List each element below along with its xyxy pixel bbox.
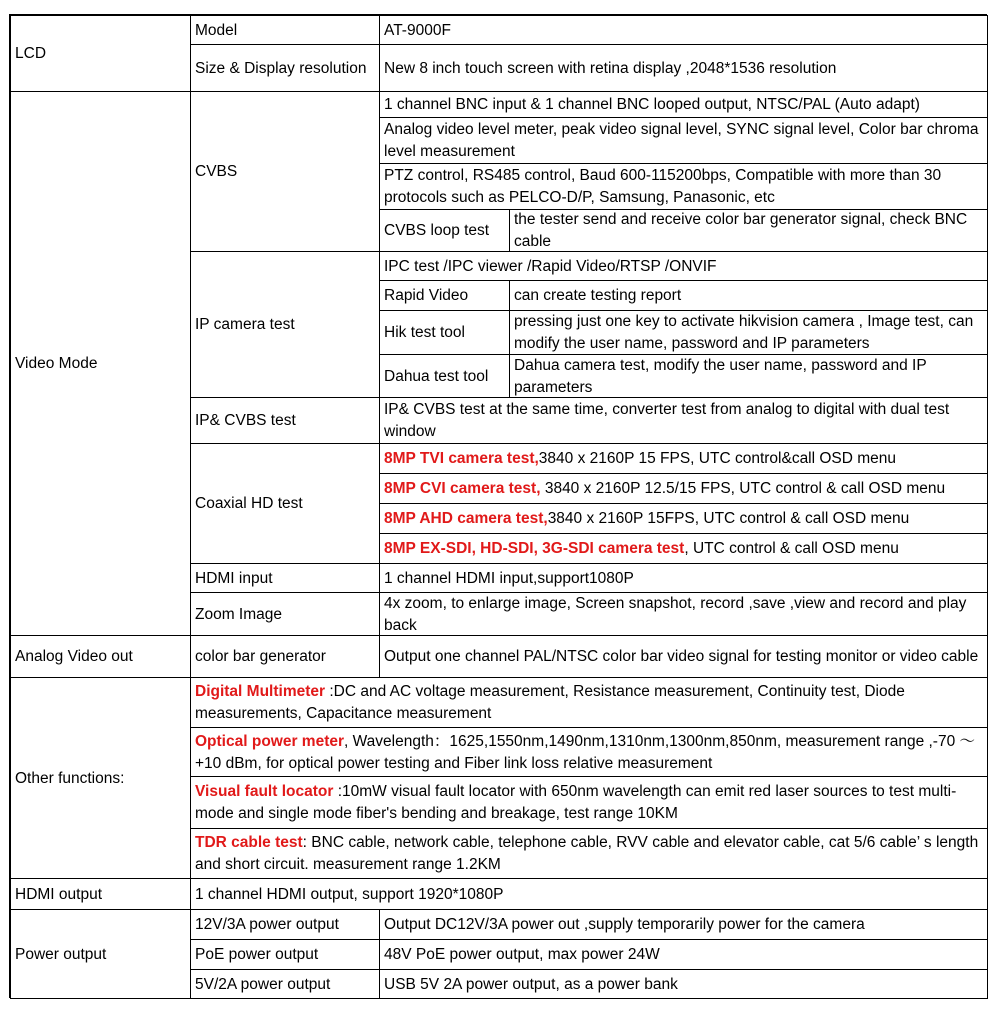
value-text — [195, 681, 983, 725]
label-text: Zoom Image — [195, 605, 283, 623]
value-text: Dahua camera test, modify the user name, password and IP parameters — [514, 356, 927, 396]
color-bar-label — [190, 635, 380, 678]
value-text — [384, 448, 896, 470]
value-text — [195, 781, 983, 825]
value-text — [195, 731, 983, 775]
other-row — [190, 828, 988, 879]
label-text: color bar generator — [195, 648, 326, 665]
section-video-mode — [10, 91, 191, 636]
highlight-text: TDR cable test — [195, 834, 303, 851]
power-row-value — [379, 909, 988, 940]
section-other-functions — [10, 677, 191, 879]
hdmi-input-value — [379, 563, 988, 593]
model-value — [379, 15, 988, 45]
ip-camera-top — [379, 251, 988, 281]
value-text: New 8 inch touch screen with retina display ,2048*1536 resolution — [384, 59, 837, 77]
power-row-label — [190, 939, 380, 970]
dahua-tool-label — [379, 354, 510, 398]
value-text — [384, 478, 945, 500]
power-row-label — [190, 909, 380, 940]
model-label — [190, 15, 380, 45]
label-text: IP camera test — [195, 316, 295, 333]
value-text: Analog video level meter, peak video signal level, SYNC signal level, Color bar chroma level measurement — [384, 121, 979, 160]
power-row-label — [190, 969, 380, 999]
highlight-text: Digital Multimeter — [195, 683, 326, 700]
power-row-value — [379, 969, 988, 999]
spec-table — [9, 14, 987, 998]
detail-text: 3840 x 2160P 15 FPS, UTC control&call OSD menu — [538, 450, 897, 467]
section-analog-video-out — [10, 635, 191, 678]
label-text: CVBS loop test — [384, 222, 490, 239]
ip-cvbs-value — [379, 397, 988, 444]
section-hdmi-output — [10, 878, 191, 910]
label-text: Size & Display resolution — [195, 59, 367, 77]
highlight-text: 8MP TVI camera test, — [384, 450, 539, 467]
label-text: CVBS — [195, 163, 238, 180]
value-text: 1 channel HDMI input,support1080P — [384, 569, 634, 587]
section-label: Other functions: — [15, 769, 125, 787]
highlight-text: 8MP EX-SDI, HD-SDI, 3G-SDI camera test — [384, 540, 685, 557]
value-text: 1 channel HDMI output, support 1920*1080P — [195, 885, 504, 903]
section-lcd — [10, 15, 191, 92]
value-text: pressing just one key to activate hikvision camera , Image test, can modify the user name, password and IP parameters — [514, 313, 974, 352]
label-text: IP& CVBS test — [195, 412, 296, 429]
ip-cvbs-label — [190, 397, 380, 444]
value-text: AT-9000F — [384, 21, 451, 39]
value-text: IPC test /IPC viewer /Rapid Video/RTSP /ONVIF — [384, 257, 717, 275]
cvbs-row — [379, 117, 988, 164]
highlight-text: Visual fault locator — [195, 783, 334, 800]
section-label: Analog Video out — [15, 648, 133, 665]
size-value — [379, 44, 988, 92]
label-text: HDMI input — [195, 569, 273, 587]
value-text: 1 channel BNC input & 1 channel BNC looped output, NTSC/PAL (Auto adapt) — [384, 96, 920, 113]
detail-text: : BNC cable, network cable, telephone cable, RVV cable and elevator cable, cat 5/6 cable’ s length and short circuit. measurement range 1.2KM — [195, 834, 979, 873]
detail-text: :10mW visual fault locator with 650nm wavelength can emit red laser sources to test multi-mode and single mode fiber's bending and breakage, test range 10KM — [195, 783, 957, 822]
section-label: Video Mode — [15, 355, 98, 372]
other-row — [190, 727, 988, 777]
cvbs-loop-label — [379, 209, 510, 252]
zoom-image-value — [379, 592, 988, 636]
label-text: PoE power output — [195, 946, 319, 963]
rapid-video-value — [509, 280, 988, 311]
label-text: Rapid Video — [384, 287, 469, 304]
value-text — [384, 538, 899, 560]
coax-row — [379, 533, 988, 564]
highlight-text: 8MP CVI camera test, — [384, 480, 541, 497]
label-text: Coaxial HD test — [195, 495, 303, 512]
detail-text: 3840 x 2160P 12.5/15 FPS, UTC control & call OSD menu — [540, 480, 946, 497]
value-text: PTZ control, RS485 control, Baud 600-115200bps, Compatible with more than 30 protocols such as PELCO-D/P, Samsung, Panasonic, etc — [384, 167, 942, 206]
dahua-tool-value — [509, 354, 988, 398]
rapid-video-label — [379, 280, 510, 311]
cvbs-loop-value — [509, 209, 988, 252]
value-text: can create testing report — [514, 287, 682, 304]
value-text: IP& CVBS test at the same time, converter test from analog to digital with dual test window — [384, 401, 950, 440]
other-row — [190, 677, 988, 728]
coax-row — [379, 443, 988, 474]
detail-text: 3840 x 2160P 15FPS, UTC control & call OSD menu — [547, 510, 910, 527]
hik-tool-value — [509, 310, 988, 355]
value-text — [195, 832, 983, 876]
section-label: LCD — [15, 45, 47, 62]
coax-row — [379, 473, 988, 504]
coaxial-hd-label — [190, 443, 380, 564]
label-text: 12V/3A power output — [195, 916, 339, 933]
detail-text: , Wavelength：1625,1550nm,1490nm,1310nm,1300nm,850nm, measurement range ,-70 ～ +10 dBm, for optical power testing and Fiber link loss relative measurement — [195, 732, 976, 772]
section-label: HDMI output — [15, 885, 103, 903]
highlight-text: Optical power meter — [195, 732, 345, 750]
value-text: 48V PoE power output, max power 24W — [384, 946, 660, 963]
hdmi-output-value — [190, 878, 988, 910]
size-label — [190, 44, 380, 92]
cvbs-label — [190, 91, 380, 252]
section-label: Power output — [15, 945, 107, 963]
ip-camera-label — [190, 251, 380, 398]
other-row — [190, 776, 988, 829]
value-text: Output DC12V/3A power out ,supply temporarily power for the camera — [384, 916, 865, 933]
label-text: 5V/2A power output — [195, 975, 331, 993]
coax-row — [379, 503, 988, 534]
detail-text: , UTC control & call OSD menu — [684, 540, 899, 557]
cvbs-row — [379, 163, 988, 210]
label-text: Hik test tool — [384, 324, 465, 341]
value-text — [384, 508, 909, 530]
value-text: Output one channel PAL/NTSC color bar video signal for testing monitor or video cable — [384, 648, 979, 665]
cvbs-row — [379, 91, 988, 118]
color-bar-value — [379, 635, 988, 678]
label-text: Dahua test tool — [384, 367, 489, 385]
value-text: the tester send and receive color bar generator signal, check BNC cable — [514, 211, 968, 250]
hik-tool-label — [379, 310, 510, 355]
label-text: Model — [195, 21, 238, 39]
hdmi-input-label — [190, 563, 380, 593]
zoom-image-label — [190, 592, 380, 636]
section-power-output — [10, 909, 191, 999]
value-text: 4x zoom, to enlarge image, Screen snapshot, record ,save ,view and record and play back — [384, 594, 967, 634]
highlight-text: 8MP AHD camera test, — [384, 510, 548, 527]
detail-text: :DC and AC voltage measurement, Resistance measurement, Continuity test, Diode measurements, Capacitance measurement — [195, 683, 905, 722]
value-text: USB 5V 2A power output, as a power bank — [384, 975, 678, 993]
power-row-value — [379, 939, 988, 970]
